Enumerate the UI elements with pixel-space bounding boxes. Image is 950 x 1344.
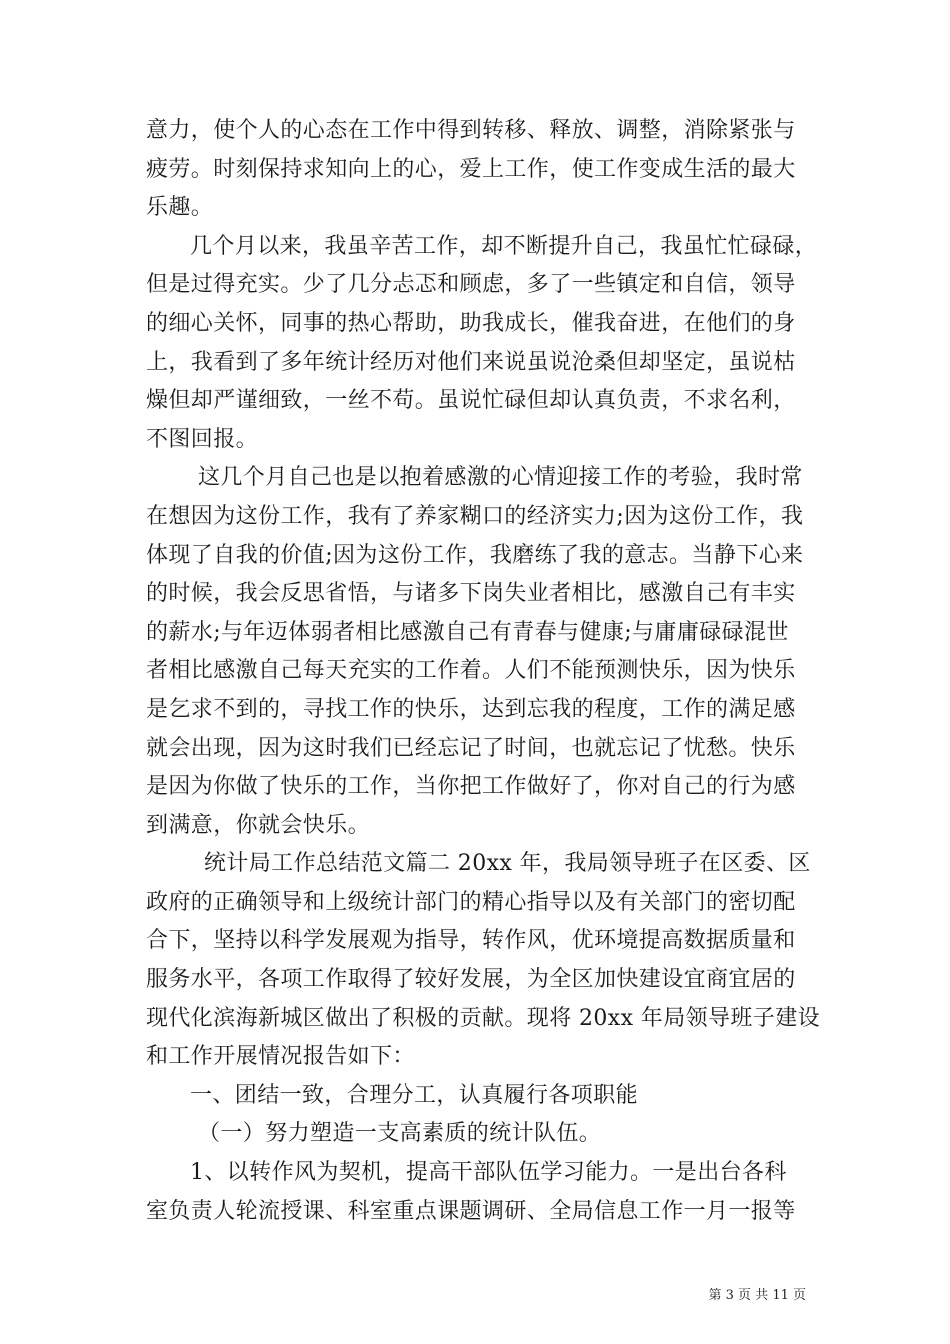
text-line: 疲劳。时刻保持求知向上的心，爱上工作，使工作变成生活的最大: [146, 156, 796, 182]
text-line: 和工作开展情况报告如下：: [146, 1044, 415, 1070]
text-line: 政府的正确领导和上级统计部门的精心指导以及有关部门的密切配: [146, 889, 796, 915]
document-body: [146, 112, 820, 1231]
page-number-footer: 第 3 页 共 11 页: [708, 1288, 806, 1303]
text-line: 上，我看到了多年统计经历对他们来说虽说沧桑但却坚定，虽说枯: [146, 349, 796, 375]
text-line: 乐趣。: [146, 195, 214, 221]
text-line: 但是过得充实。少了几分忐忑和顾虑，多了一些镇定和自信，领导: [146, 272, 796, 298]
text-line: 的时候，我会反思省悟，与诸多下岗失业者相比，感激自己有丰实: [146, 581, 796, 607]
paragraph-first-line: 几个月以来，我虽辛苦工作，却不断提升自己，我虽忙忙碌碌，: [190, 233, 818, 259]
text-line: 是乞求不到的，寻找工作的快乐，达到忘我的程度，工作的满足感: [146, 696, 796, 722]
text-line: 者相比感激自己每天充实的工作着。人们不能预测快乐，因为快乐: [146, 658, 796, 684]
section-heading: 一、团结一致，合理分工，认真履行各项职能: [190, 1082, 639, 1108]
text-line: 不图回报。: [146, 426, 259, 452]
paragraph-first-line: 1、以转作风为契机，提高干部队伍学习能力。一是出台各科: [190, 1160, 787, 1186]
text-line: 的细心关怀，同事的热心帮助，助我成长，催我奋进，在他们的身: [146, 310, 796, 336]
text-line: 燥但却严谨细致，一丝不苟。虽说忙碌但却认真负责，不求名利，: [146, 388, 796, 414]
paragraph-first-line: 这几个月自己也是以抱着感激的心情迎接工作的考验，我时常: [198, 465, 803, 491]
text-line: 室负责人轮流授课、科室重点课题调研、全局信息工作一月一报等: [146, 1198, 796, 1224]
text-line: 就会出现，因为这时我们已经忘记了时间，也就忘记了忧愁。快乐: [146, 735, 796, 761]
paragraph-first-line: 统计局工作总结范文篇二 20xx 年，我局领导班子在区委、区: [204, 851, 811, 877]
subsection-heading: （一）努力塑造一支高素质的统计队伍。: [198, 1121, 602, 1147]
text-line: 的薪水;与年迈体弱者相比感激自己有青春与健康;与庸庸碌碌混世: [146, 619, 789, 645]
text-line: 到满意，你就会快乐。: [146, 812, 371, 838]
text-line: 在想因为这份工作，我有了养家糊口的经济实力;因为这份工作，我: [146, 503, 804, 529]
text-line: 现代化滨海新城区做出了积极的贡献。现将 20xx 年局领导班子建设: [146, 1005, 820, 1031]
text-line: 合下，坚持以科学发展观为指导，转作风，优环境提高数据质量和: [146, 928, 796, 954]
text-line: 是因为你做了快乐的工作，当你把工作做好了，你对自己的行为感: [146, 774, 796, 800]
text-line: 体现了自我的价值;因为这份工作，我磨练了我的意志。当静下心来: [146, 542, 804, 568]
text-line: 服务水平，各项工作取得了较好发展，为全区加快建设宜商宜居的: [146, 967, 796, 993]
text-line: 意力，使个人的心态在工作中得到转移、释放、调整，消除紧张与: [146, 118, 796, 143]
